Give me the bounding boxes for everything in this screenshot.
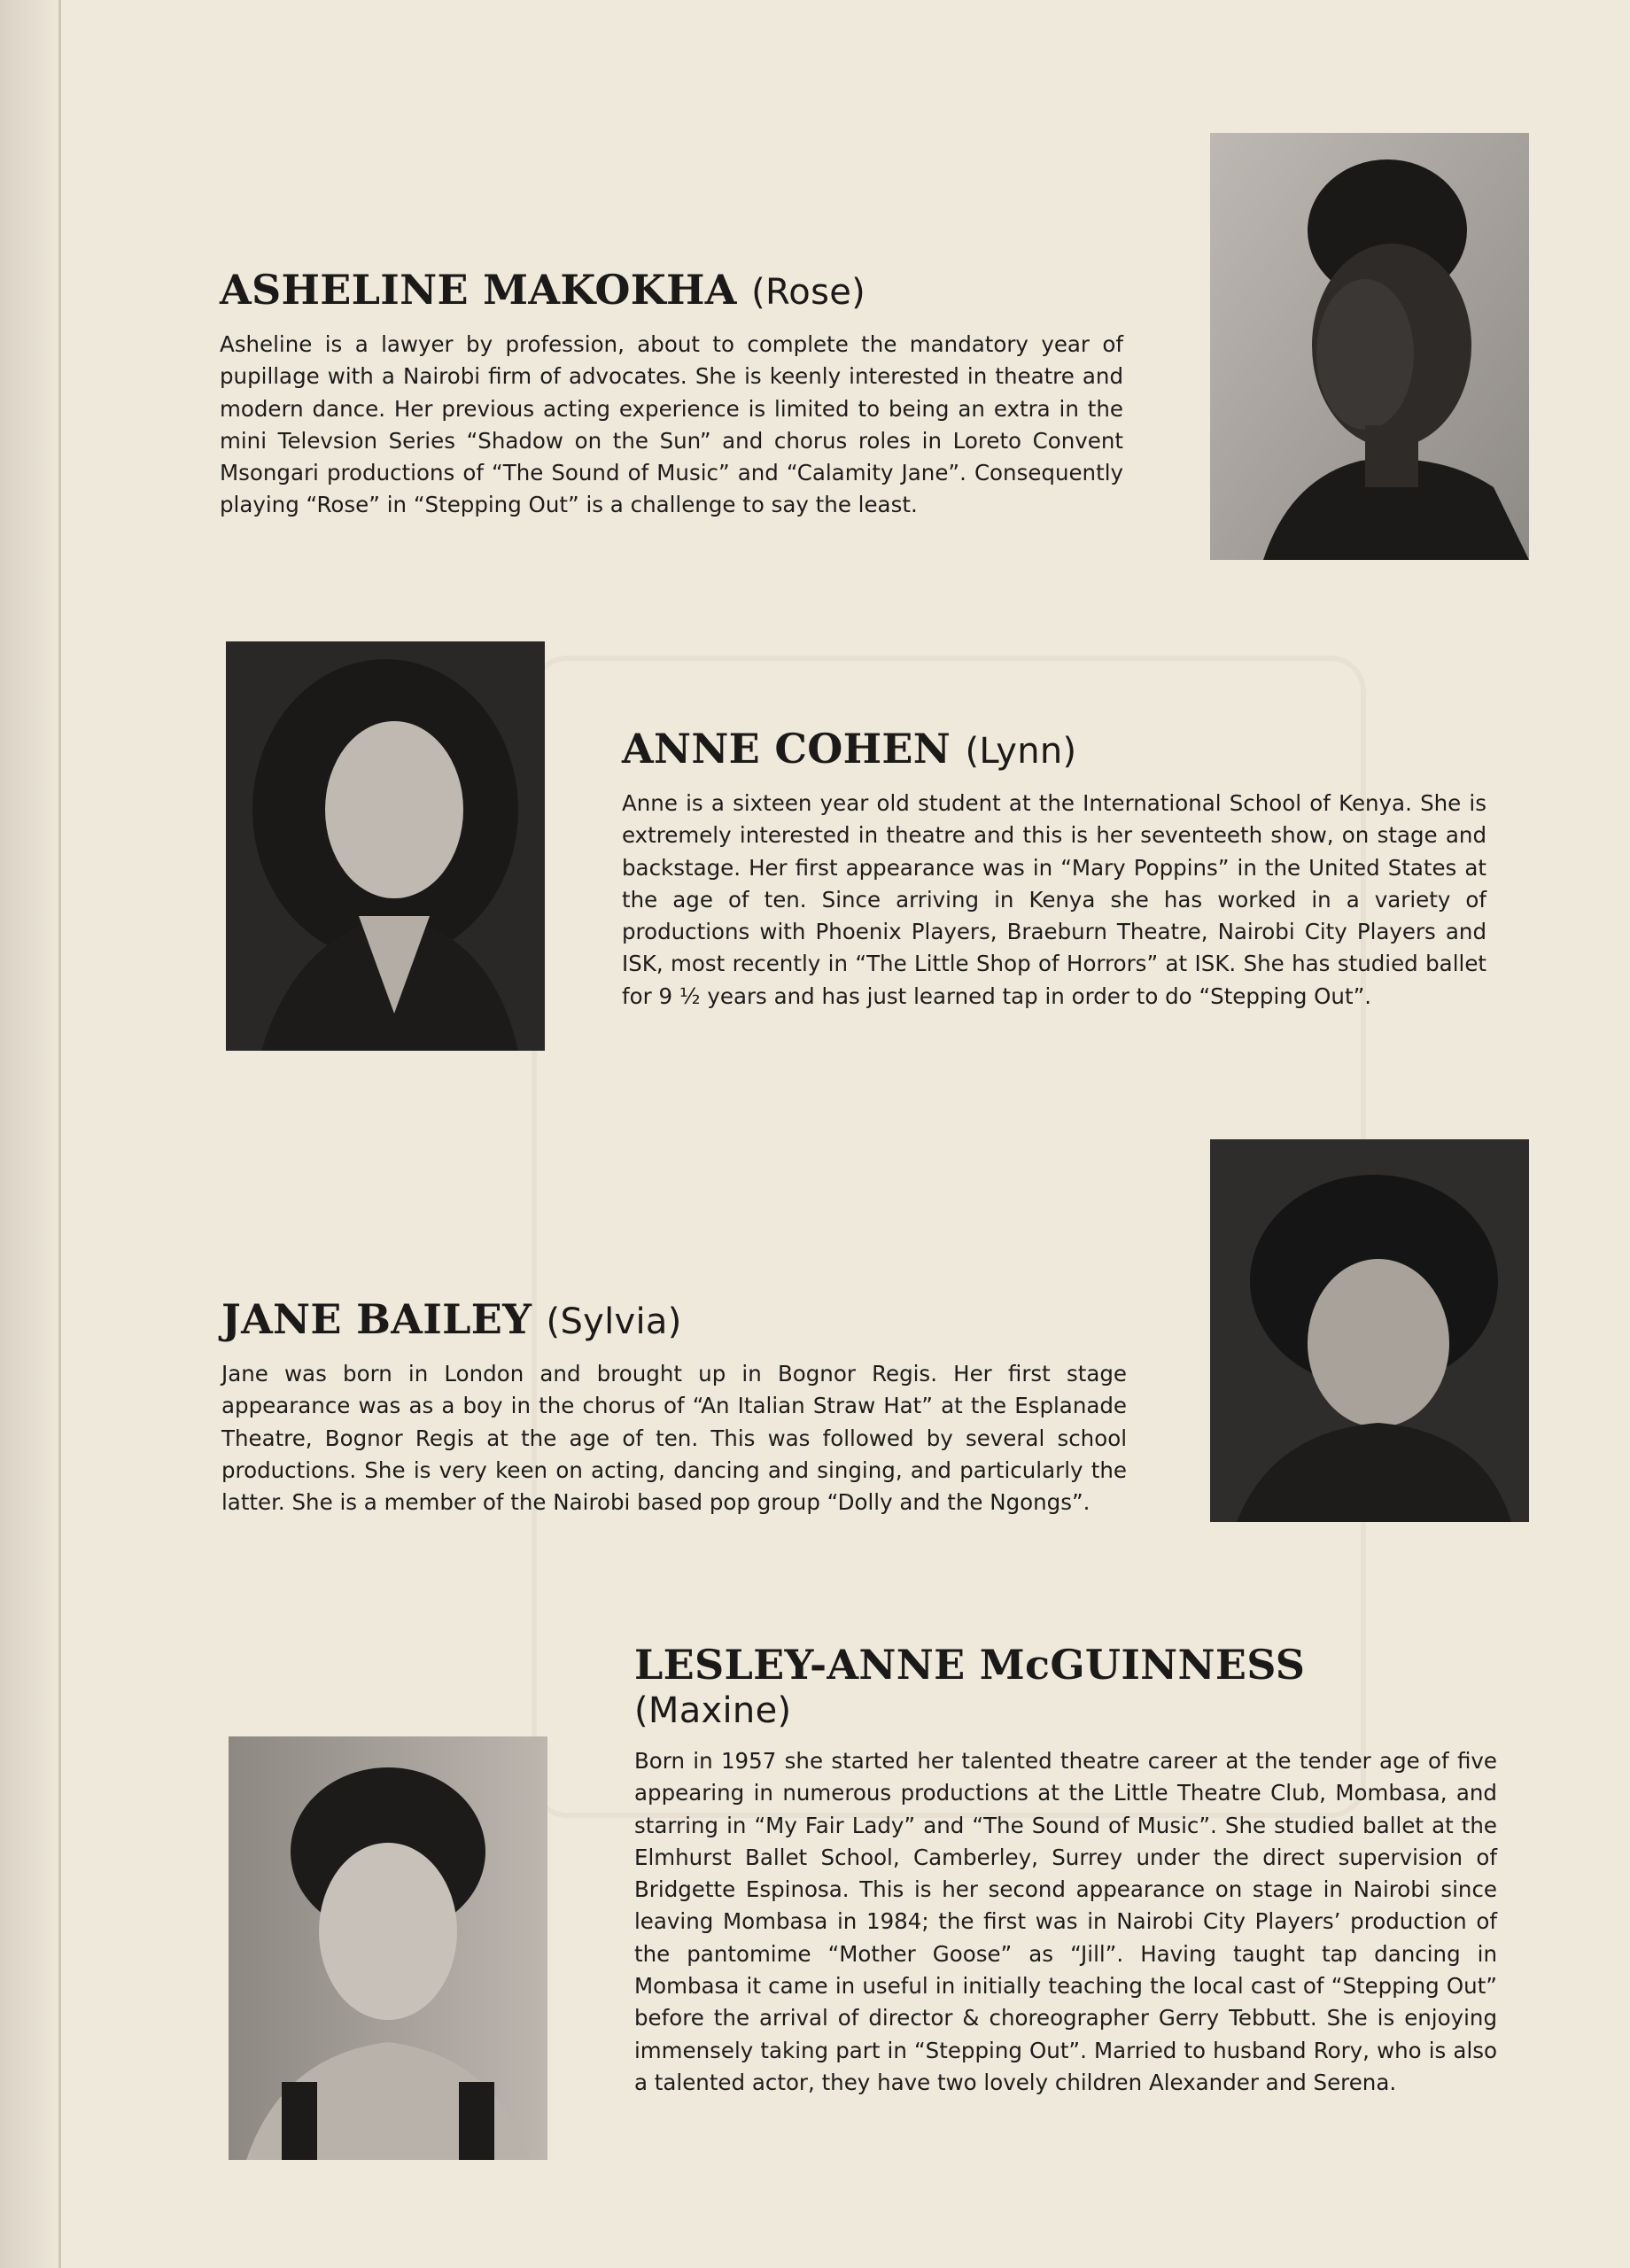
portrait-lesley-anne-mcguinness [229,1736,547,2160]
bio-name: JANE BAILEY [221,1295,532,1343]
bio-heading [220,266,1123,316]
page-binding-edge [0,0,62,2268]
bio-role: (Lynn) [965,731,1077,772]
bio-role: (Maxine) [634,1690,792,1731]
bio-jane-bailey [221,1295,1127,1518]
portrait-jane-bailey [1210,1139,1529,1522]
bio-role: (Sylvia) [546,1301,682,1342]
bio-lesley-anne-mcguinness [634,1641,1497,2099]
bio-asheline-makokha [220,266,1123,522]
bio-name: LESLEY-ANNE McGUINNESS [634,1641,1306,1689]
bio-role: (Rose) [751,272,866,313]
bio-name: ASHELINE MAKOKHA [220,266,737,314]
portrait-asheline-makokha [1210,133,1529,560]
bio-text: Born in 1957 she started her talented theatre career at the tender age of five appearing in numerous productions at the Little Theatre Club, Mombasa, and starring in “My Fair Lady” and “The Sound of Music”. She studied ballet at the Elmhurst Ballet School, Camberley, Surrey under the direct supervision of Bridgette Espinosa. This is her second appearance on stage in Nairobi since leaving Mombasa in 1984; the first was in Nairobi City Players’ production of the pantomime “Mother Goose” as “Jill”. Having taught tap dancing in Mombasa it came in useful in initially teaching the local cast of “Stepping Out” before the arrival of director & choreographer Gerry Tebbutt. She is enjoying immensely taking part in “Stepping Out”. Married to husband Rory, who is also a talented actor, they have two lovely children Alexander and Serena. [634,1748,1497,2095]
bio-name: ANNE COHEN [622,725,951,773]
bio-heading [622,725,1486,775]
page-fold-line [58,0,61,2268]
portrait-anne-cohen [226,641,545,1051]
bio-heading [634,1641,1497,1733]
bio-text: Anne is a sixteen year old student at the International School of Kenya. She is extremely interested in theatre and this is her seventeeth show, on stage and backstage. Her first appearance was in “Mary Poppins” in the United States at the age of ten. Since arriving in Kenya she has worked in a variety of productions with Phoenix Players, Braeburn Theatre, Nairobi City Players and ISK, most recently in “The Little Shop of Horrors” at ISK. She has studied ballet for 9 ½ years and has just learned tap in order to do “Stepping Out”. [622,790,1486,1009]
bio-text: Asheline is a lawyer by profession, about to complete the mandatory year of pupillage with a Nairobi firm of advocates. She is keenly interested in theatre and modern dance. Her previous acting experience is limited to being an extra in the mini Televsion Series “Shadow on the Sun” and chorus roles in Loreto Convent Msongari productions of “The Sound of Music” and “Calamity Jane”. Consequently playing “Rose” in “Stepping Out” is a challenge to say the least. [220,331,1123,518]
bio-heading [221,1295,1127,1346]
bio-anne-cohen [622,725,1486,1013]
bio-text: Jane was born in London and brought up in Bognor Regis. Her first stage appearance was as a boy in the chorus of “An Italian Straw Hat” at the Esplanade Theatre, Bognor Regis at the age of ten. This was followed by several school productions. She is very keen on acting, dancing and singing, and particularly the latter. She is a member of the Nairobi based pop group “Dolly and the Ngongs”. [221,1361,1127,1516]
